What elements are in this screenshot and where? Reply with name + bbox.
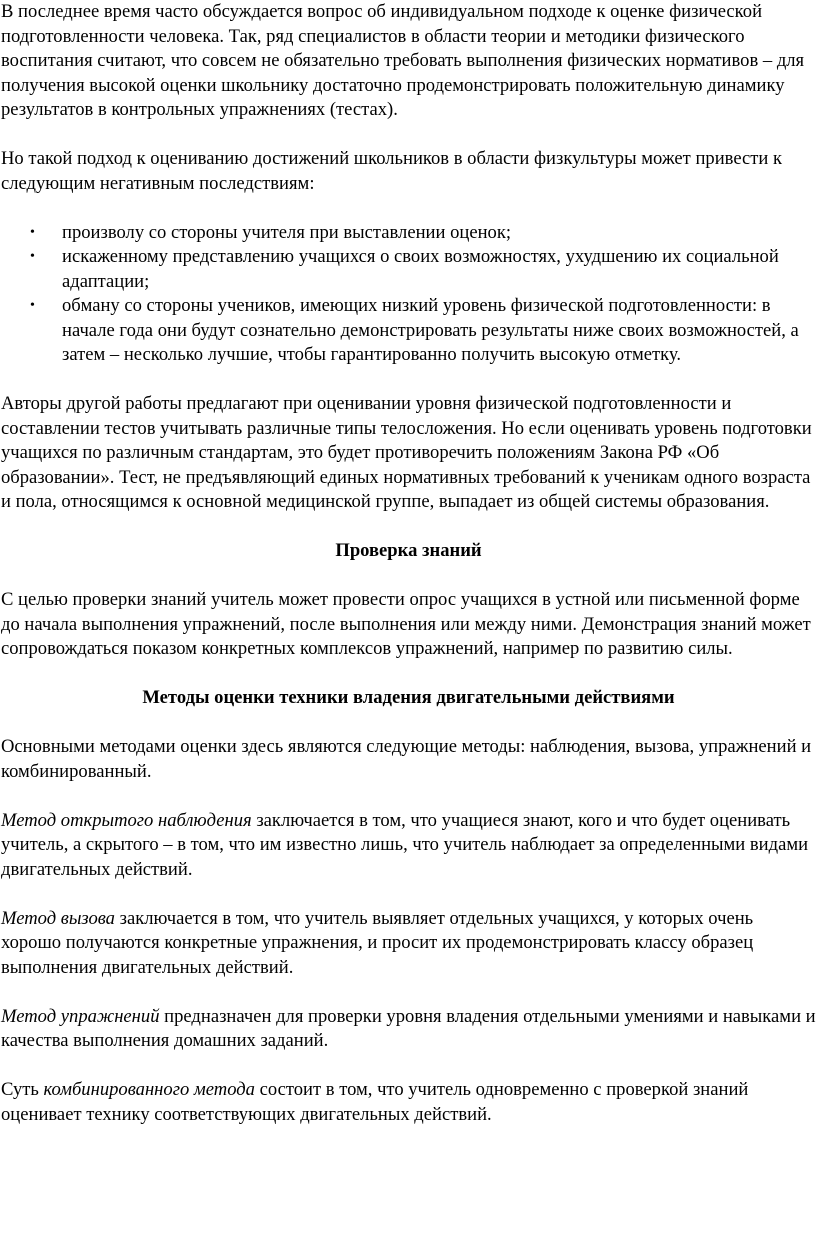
paragraph-body-types: Авторы другой работы предлагают при оценивании уровня физической подготовленности и составлении тестов учитывать различные типы телосложения. Но если оценивать уровень подготовки учащихся по различным стандартам, это будет противоречить положениям Закона РФ «Об образовании». Тест, не предъявляющий единых нормативных требований к ученикам одного возраста и пола, относящимся к основной медицинской группе, выпадает из общей системы образования. xyxy=(1,393,812,512)
list-item xyxy=(1,245,816,294)
text-combined-method: состоит в том, что учитель одновременно с проверкой знаний оценивает технику соответствующих двигательных действий. xyxy=(1,1079,749,1125)
paragraph-open-observation xyxy=(1,809,816,883)
paragraph-knowledge-check: С целью проверки знаний учитель может провести опрос учащихся в устной или письменной форме до начала выполнения упражнений, после выполнения или между ними. Демонстрация знаний может сопровождаться показом конкретных комплексов упражнений, например по развитию силы. xyxy=(1,589,811,659)
term-call-method: Метод вызова xyxy=(1,907,115,929)
term-open-observation: Метод открытого наблюдения xyxy=(1,809,252,831)
list-item xyxy=(1,294,816,368)
list-item-text: искаженному представлению учащихся о своих возможностях, ухудшению их социальной адаптации; xyxy=(62,246,779,292)
term-exercise-method: Метод упражнений xyxy=(1,1005,160,1027)
paragraph-negative-consequences-intro: Но такой подход к оцениванию достижений школьников в области физкультуры может привести к следующим негативным последствиям: xyxy=(1,148,783,194)
bullet-icon: • xyxy=(30,249,35,264)
paragraph-call-method xyxy=(1,907,816,981)
consequences-list xyxy=(1,221,816,368)
list-item-text: произволу со стороны учителя при выставлении оценок; xyxy=(62,221,512,243)
heading-knowledge-check: Проверка знаний xyxy=(335,540,482,561)
paragraph-individual-approach: В последнее время часто обсуждается вопрос об индивидуальном подходе к оценке физической подготовленности человека. Так, ряд специалистов в области теории и методики физического воспитания считают, что совсем не обязательно требовать выполнения физических нормативов – для получения высокой оценки школьнику достаточно продемонстрировать положительную динамику результатов в контрольных упражнениях (тестах). xyxy=(1,1,805,120)
paragraph-combined-method xyxy=(1,1078,816,1127)
bullet-icon: • xyxy=(30,298,35,313)
paragraph-main-methods: Основными методами оценки здесь являются следующие методы: наблюдения, вызова, упражнений и комбинированный. xyxy=(1,736,812,782)
list-item-text: обману со стороны учеников, имеющих низкий уровень физической подготовленности: в начале года они будут сознательно демонстрировать результаты ниже своих возможностей, а затем – несколько лучшие, чтобы гарантированно получить высокую отметку. xyxy=(62,295,799,365)
list-item xyxy=(1,221,816,246)
heading-technique-methods: Методы оценки техники владения двигательными действиями xyxy=(142,687,675,708)
text-open-observation: заключается в том, что учащиеся знают, кого и что будет оценивать учитель, а скрытого – в том, что им известно лишь, что учитель наблюдает за определенными видами двигательных действий. xyxy=(1,809,809,880)
text-call-method: заключается в том, что учитель выявляет отдельных учащихся, у которых очень хорошо получаются конкретные упражнения, и просит их продемонстрировать классу образец выполнения двигательных действий. xyxy=(1,907,754,978)
bullet-icon: • xyxy=(30,224,35,240)
term-combined-method: комбинированного метода xyxy=(43,1079,255,1100)
text-exercise-method: предназначен для проверки уровня владения отдельными умениями и навыками и качества выполнения домашних заданий. xyxy=(1,1005,816,1051)
prefix-combined-method: Суть xyxy=(1,1079,44,1100)
paragraph-exercise-method xyxy=(1,1005,816,1054)
